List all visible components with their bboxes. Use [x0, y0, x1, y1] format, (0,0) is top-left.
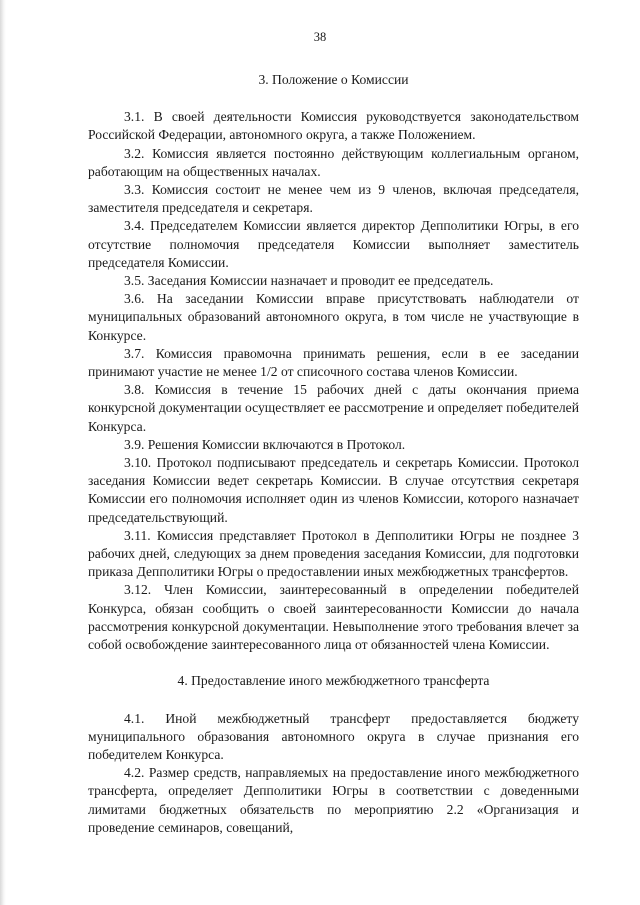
paragraph-3-6: 3.6. На заседании Комиссии вправе присутствовать наблюдатели от муниципальных образований автономного округа, в том числе не участвующие в Конкурсе. [88, 291, 579, 343]
paragraph-4-2: 4.2. Размер средств, направляемых на предоставление иного межбюджетного трансферта, определяет Депполитики Югры в соответствии с доведенными лимитами бюджетных обязательств по мероприятию 2.2 «Организация и проведение семинаров, совещаний, [88, 765, 579, 835]
document-body [88, 71, 579, 837]
paragraph-3-1: 3.1. В своей деятельности Комиссия руководствуется законодательством Российской Федерации, автономного округа, а также Положением. [88, 109, 579, 143]
section-heading-transfer: 4. Предоставление иного межбюджетного трансферта [177, 673, 490, 689]
paragraph-3-10: 3.10. Протокол подписывают председатель и секретарь Комиссии. Протокол заседания Комиссии ведет секретарь Комиссии. В случае отсутствия секретаря Комиссии его полномочия исполняет один из членов Комиссии, которого назначает председательствующий. [88, 455, 579, 525]
paragraph-3-7: 3.7. Комиссия правомочна принимать решения, если в ее заседании принимают участие не менее 1/2 от списочного состава членов Комиссии. [88, 345, 579, 380]
page-edge-shadow [0, 0, 6, 905]
paragraph-3-8: 3.8. Комиссия в течение 15 рабочих дней с даты окончания приема конкурсной документации осуществляет ее рассмотрение и определяет победителей Конкурса. [88, 382, 579, 434]
paragraph-4-1: 4.1. Иной межбюджетный трансферт предоставляется бюджету муниципального образования автономного округа в случае признания его победителем Конкурса. [88, 710, 579, 762]
paragraph-3-3: 3.3. Комиссия состоит не менее чем из 9 членов, включая председателя, заместителя председателя и секретаря. [88, 182, 579, 216]
paragraph-3-4: 3.4. Председателем Комиссии является директор Депполитики Югры, в его отсутствие полномочия председателя Комиссии выполняет заместитель председателя Комиссии. [88, 218, 579, 270]
paragraph-3-12: 3.12. Член Комиссии, заинтересованный в определении победителей Конкурса, обязан сообщить о своей заинтересованности Комиссии до начала рассмотрения конкурсной документации. Невыполнение этого требования влечет за собой освобождение заинтересованного лица от обязанностей члена Комиссии. [88, 582, 579, 653]
paragraph-3-9: 3.9. Решения Комиссии включаются в Протокол. [124, 436, 406, 452]
paragraph-3-5: 3.5. Заседания Комиссии назначает и проводит ее председатель. [124, 273, 494, 289]
section-heading-commission: 3. Положение о Комиссии [258, 72, 409, 87]
paragraph-3-11: 3.11. Комиссия представляет Протокол в Депполитики Югры не позднее 3 рабочих дней, следующих за днем проведения заседания Комиссии, для подготовки приказа Депполитики Югры о предоставлении иных межбюджетных трансфертов. [88, 527, 579, 580]
paragraph-3-2: 3.2. Комиссия является постоянно действующим коллегиальным органом, работающим на общественных началах. [88, 145, 579, 179]
page-number: 38 [313, 30, 327, 44]
